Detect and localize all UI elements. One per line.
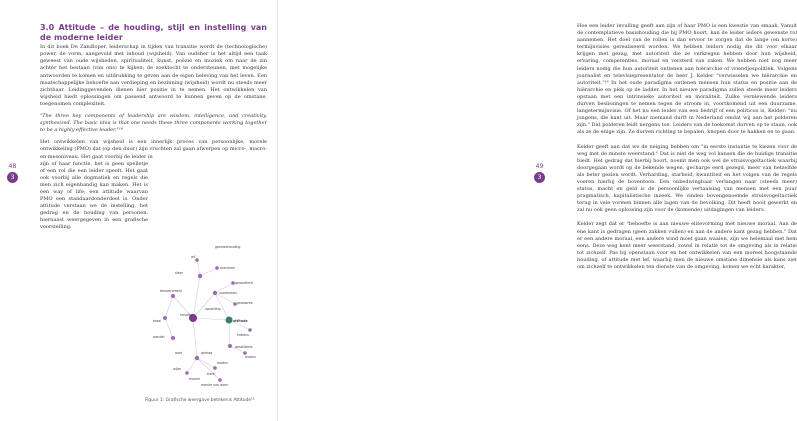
attitude-paragraph: Het ontwikkelen van wijsheid is een innerlijk proces van persoonlijke, morele ontwikkeling (PMO) dat (op den duur) zijn vruchten zal gaan afwerpen op micro-, macro- en mesoniveau. Het gaat voorbij de leider in [40,139,267,160]
left-page-number-text: 48 [8,163,17,170]
diagram-word: modus [245,355,256,359]
diagram-word: modus [217,361,228,365]
left-page [0,0,277,421]
diagram-word: gewoonte [237,301,253,305]
diagram-word: habitus [237,333,249,337]
diagram-word: manier [189,377,201,381]
diagram-word: draai [153,319,162,323]
diagram-word: manieren [220,266,236,270]
figure-caption: Figuur 1: Grafische weergave betekenis Attitude¹⁵ [145,398,255,403]
right-chapter-circle [534,172,545,183]
quote-paragraph: "The three key components of leadership are wisdom, intelligence, and creativity, synthesized. The basic idea is that one needs these three components working together to be a highly effective leader."¹⁴ [40,113,267,134]
diagram-word: geesteshouding [215,245,241,249]
section-heading: 3.0 Attitude – de houding, stijl en instelling van de moderne leider [40,23,267,42]
left-chapter-circle-text: 3 [10,174,15,181]
diagram-word: gedrag [201,351,213,355]
diagram-word: voorkomen [219,291,237,295]
diagram-word: houding [180,313,193,317]
diagram-word: attitude [233,319,248,323]
attitude-diagram [145,238,265,388]
diagram-word: trant [207,372,215,376]
diagram-word: gesteltenis [235,345,253,349]
diagram-word: geaardheid [235,281,254,285]
diagram-word: wil [191,255,196,259]
left-chapter-circle [7,172,18,183]
right-paragraph-3: Kelder zegt dat er "behoefte is aan nieuwe elitevorming met nieuwe moraal. Aan de ene kant is gedragen (geen zakken vullen) en aan de andere kant gezag hebben." Dat er een andere moraal, een andere wind moet gaan waaien, zijn we helemaal met hem eens. Deze weg kent meer weerstand, zowel in relatie tot de omgeving als in relatie tot zichzelf. Pas bij openstaan voor en het ontwikkelen van een moreel hoogstaande houding, of attitude met lef, waarbij men de nieuwe omstane dimensie als kans ziet om zichzelf te ontwikkelen ten dienste van de omgeving, komen we echt karakter, [577,221,797,270]
diagram-word: aard [175,351,183,355]
diagram-word: temperament [160,289,182,293]
right-page [278,0,797,421]
diagram-word: sfeer [175,271,184,275]
right-chapter-circle-text: 3 [537,174,542,181]
diagram-word: manier van doen [201,383,229,387]
left-page-number [7,163,18,183]
right-content [577,23,797,271]
diagram-word: wandel [153,335,165,339]
diagram-word: opstelling [205,307,221,311]
attitude-paragraph-narrow: zijn of haar functie, het is geen spelletje of een rol die een leider speelt. Het gaat ook voorbij alle dogmatiek en regels die men zich eigenhandig kan maken. Het is een way of life; een attitude waarvan PMO een standaardonderdeel is. Onder attitude verstaan we de instelling, het gedrag en de houding van personen, hiernaast weergegeven in een grafische voorstelling: [40,160,148,231]
diagram-word: wijze [173,367,182,371]
right-paragraph-1: Hoe een leider invulling geeft aan zijn of haar PMO is een kwestie van smaak. Vanuit de contemplatieve basishouding die bij PMO hoort, kan de leider iedere gewenste rol aannemen. Het doel van de rollen is dan ervoor te zorgen dat de lange (en korte) termijnvisies gerealiseerd worden. We hebben leiders nodig die dit voor elkaar krijgen met gezag, met autoriteit die ze verkregen hebben door hun wijsheid, ervaring, competenties, moraal en versterd van zaken. We hebben niet nog meer leiders nodig die hun autoriteit ontlenen aan hiërarchie of vriendjespolitiek. Volgens journalist en televisiepresentator de heer J. Kelder "verwisselen we hiërarchie en autoriteit."¹⁶ In het oude paradigma ontlenen mensen hun status en positie aan de hiërarchie en plek op de ladder. In het nieuwe paradigma zullen steeds meer leiders opstaan met een intrinsieke autoriteit en moraliteit. Zulke verniewende leiders durven beslissingen te nemen tegen de stroom in, voortkomend uit een duurzame, langetermijnvisie. Of het nu een leider van een bedrijf of een politicus is, Kelder: "nu jongens, die kant uit. Maar niemand durft in Nederland omdat wij aan het polderen zijn." Dat polderen leidt nergens toe. Leiders van de toekomst durven op te staan, ook als ze de enige zijn. Ze durven richting te bepalen, knopen door te hakken en te gaan. [577,23,797,136]
right-paragraph-2: Kelder geeft aan dat we de neiging hebben om "in eerste instantie te kiezen voor de weg met de minste weerstand." Dat is niet de weg vol kansen die de huidige transitie biedt. Het gedrag dat hierbij hoort, noemt men ook wel de struisvogeltactiek waarbij doorgegaan wordt op de bekende wegen, gecharge eerd gezegd, meer van hetzelfde als beter gezien wordt. Verharding, starheid, kwantiteit en het volgen van de regels voeren hierbij de boventoon. Een onbedwingbaar verlangen naar (steeds meer) status, macht en geld is de persoonlijke vertaalslag van mensen met een puur pragmatisch, kapitalistische inzeek. We vinden bovengenoemde struisvogeltactiek terug in vele vormen binnen alle lagen van de bevolking. Dit heeft nooit gewerkt en zal nu ook geen oplossing zijn voor de (komende) uitdagingen van leiders. [577,143,797,214]
left-content [40,23,267,232]
intro-paragraph: In dit boek De Zandloper, leiderschap in tijden van transitie wordt de (technologische) power, de vorm, aangevuld met inhoud (wijsheid). Van oudsher is het altijd een taak geweest van oude wijsheden, spiritualiteit, kunst, poëzie en muziek om naar de zin achter het bestaan (van ons) te kijken; de zoektocht te ondersteunen, met mogelijke antwoorden te komen en uitdrukking te geven aan de eigen beleving van het leven. Een maatschappelijke behoefte aan verdieping en bezinning (wijsheid) wordt nu steeds meer zichtbaar. Leidinggevenden dienen hier positie in te nemen. Het ontwikkelen van wijsheid biedt oplossingen om passend antwoord te kunnen geven op de omstane, toegenomen complexiteit. [40,44,267,107]
right-page-number [534,163,545,183]
right-page-number-text: 49 [535,163,544,170]
